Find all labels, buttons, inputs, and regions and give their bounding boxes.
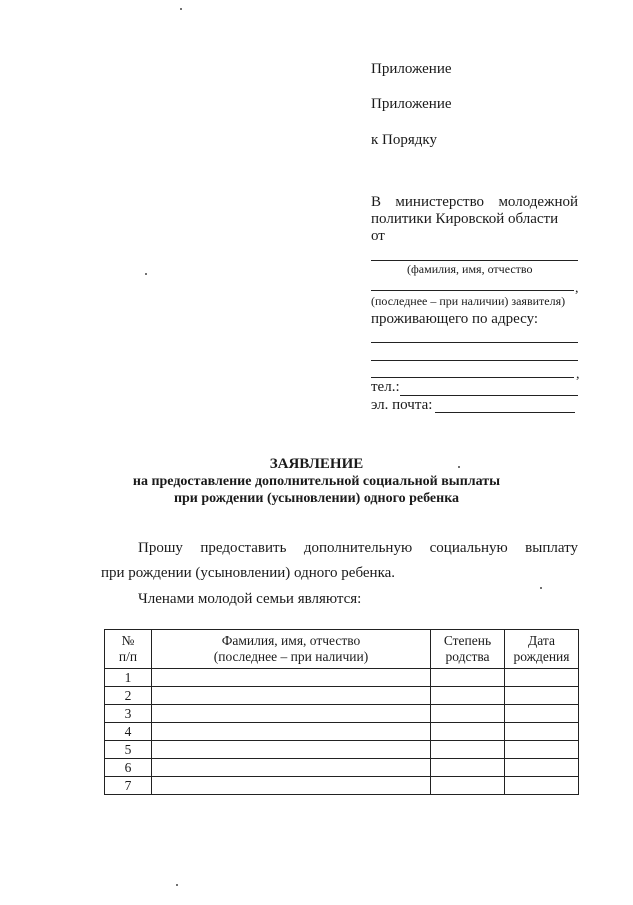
document-title: ЗАЯВЛЕНИЕ (269, 456, 364, 472)
title-line-2: на предоставление дополнительной социальной выплаты (132, 474, 501, 489)
header-text: рождения (513, 649, 570, 664)
row-number: 2 (105, 687, 152, 705)
para-word: предоставить (200, 540, 287, 556)
appendix-label-2: Приложение (371, 96, 452, 112)
appendix-label-1: Приложение (371, 61, 452, 77)
row-number: 3 (105, 705, 152, 723)
applicant-name-field[interactable] (371, 260, 578, 261)
table-header-row (105, 630, 579, 669)
para-word: социальную (429, 540, 508, 556)
title-line-3: при рождении (усыновлении) одного ребенка (173, 491, 460, 506)
name-cell[interactable] (152, 687, 431, 705)
request-paragraph-line-2: при рождении (усыновлении) одного ребенка. (101, 565, 396, 581)
scan-speck (176, 884, 178, 886)
header-text: Дата (528, 633, 555, 648)
scan-speck (180, 8, 182, 10)
relation-cell[interactable] (431, 741, 505, 759)
name-cell[interactable] (152, 741, 431, 759)
para-word: выплату (525, 540, 578, 556)
name-cell[interactable] (152, 777, 431, 795)
email-label: эл. почта: (371, 397, 433, 413)
relation-cell[interactable] (431, 669, 505, 687)
email-field[interactable] (435, 412, 575, 413)
table-row (105, 741, 579, 759)
phone-field[interactable] (400, 395, 578, 396)
row-number: 7 (105, 777, 152, 795)
applicant-name-field-2[interactable] (371, 290, 574, 291)
row-number: 5 (105, 741, 152, 759)
scan-speck (145, 273, 147, 275)
header-text: п/п (118, 649, 138, 664)
name-cell[interactable] (152, 759, 431, 777)
relation-cell[interactable] (431, 777, 505, 795)
column-header-birthdate (505, 630, 579, 669)
table-row (105, 723, 579, 741)
row-number: 6 (105, 759, 152, 777)
address-label: проживающего по адресу: (371, 311, 539, 327)
header-text: (последнее – при наличии) (213, 649, 369, 664)
header-text: № (121, 633, 135, 648)
addressee-word: молодежной (498, 194, 578, 210)
birthdate-cell[interactable] (505, 705, 579, 723)
address-field-3[interactable] (371, 377, 574, 378)
header-text: родства (445, 649, 490, 664)
name-hint-last: (последнее – при наличии) заявителя) (371, 294, 566, 308)
comma: , (576, 367, 580, 382)
addressee-word: министерство (395, 194, 485, 210)
row-number: 4 (105, 723, 152, 741)
name-cell[interactable] (152, 723, 431, 741)
column-header-number (105, 630, 152, 669)
name-cell[interactable] (152, 705, 431, 723)
scan-speck (540, 587, 542, 589)
birthdate-cell[interactable] (505, 723, 579, 741)
table-row (105, 687, 579, 705)
addressee-line-1 (371, 194, 578, 211)
column-header-name (152, 630, 431, 669)
row-number: 1 (105, 669, 152, 687)
header-text: Степень (443, 633, 492, 648)
relation-cell[interactable] (431, 705, 505, 723)
address-field-1[interactable] (371, 342, 578, 343)
para-word: дополнительную (303, 540, 413, 556)
phone-label: тел.: (371, 379, 400, 395)
name-hint: (фамилия, имя, отчество (407, 262, 533, 276)
relation-cell[interactable] (431, 687, 505, 705)
relation-cell[interactable] (431, 759, 505, 777)
addressee-word: В (371, 194, 382, 210)
header-text: Фамилия, имя, отчество (221, 633, 361, 648)
table-row (105, 777, 579, 795)
request-paragraph-line-1 (138, 540, 578, 557)
table-row (105, 669, 579, 687)
from-label: от (371, 228, 385, 244)
birthdate-cell[interactable] (505, 687, 579, 705)
scan-speck (458, 466, 460, 468)
column-header-relation (431, 630, 505, 669)
birthdate-cell[interactable] (505, 759, 579, 777)
birthdate-cell[interactable] (505, 669, 579, 687)
table-row (105, 759, 579, 777)
addressee-line-2: политики Кировской области (371, 211, 559, 227)
table-row (105, 705, 579, 723)
birthdate-cell[interactable] (505, 777, 579, 795)
relation-cell[interactable] (431, 723, 505, 741)
comma: , (575, 281, 579, 296)
family-members-intro: Членами молодой семьи являются: (138, 591, 362, 607)
order-reference: к Порядку (371, 132, 437, 148)
para-word: Прошу (138, 540, 183, 556)
birthdate-cell[interactable] (505, 741, 579, 759)
name-cell[interactable] (152, 669, 431, 687)
address-field-2[interactable] (371, 360, 578, 361)
family-members-table (104, 629, 579, 795)
